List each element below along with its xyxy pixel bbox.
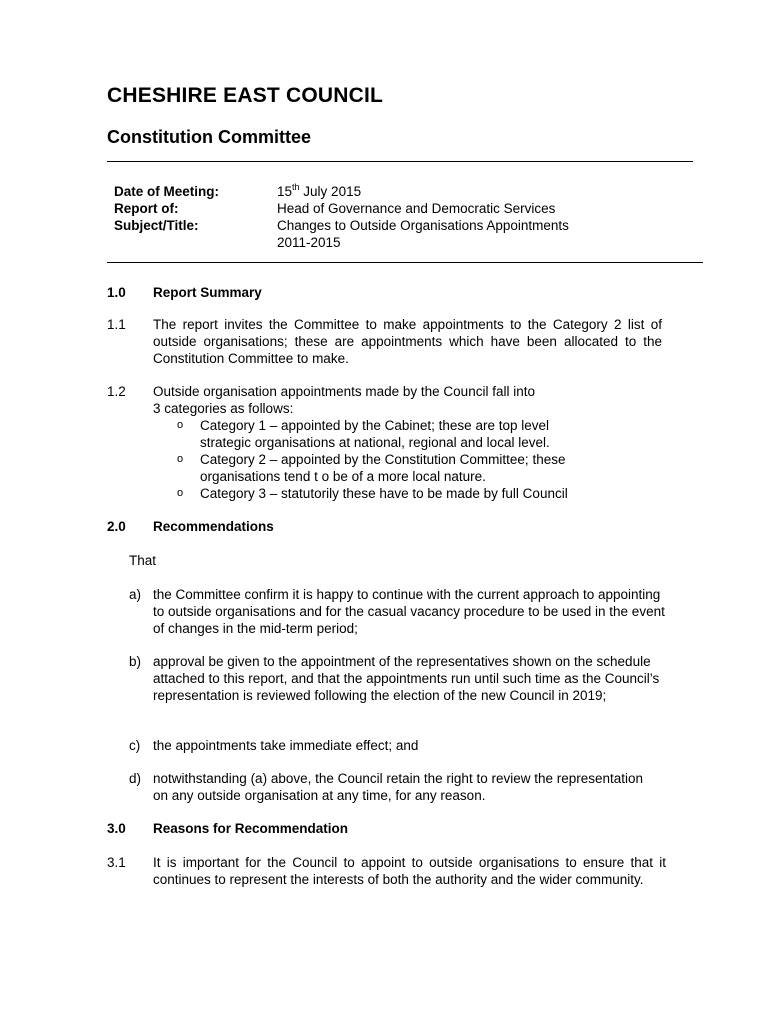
section-3-number: 3.0 bbox=[107, 821, 126, 836]
section-1-number: 1.0 bbox=[107, 285, 126, 300]
section-2-number: 2.0 bbox=[107, 519, 126, 534]
rec-c-text: the appointments take immediate effect; and bbox=[153, 738, 419, 753]
section-1-heading: Report Summary bbox=[153, 285, 262, 300]
para-1-2-number: 1.2 bbox=[107, 384, 126, 399]
report-value: Head of Governance and Democratic Services bbox=[277, 201, 556, 216]
category-1-line-2: strategic organisations at national, regional and local level. bbox=[200, 435, 550, 450]
rec-d-label: d) bbox=[129, 771, 142, 786]
bullet-marker: o bbox=[177, 487, 184, 499]
rec-b-text: approval be given to the appointment of the representatives shown on the schedule attached to this report, and that the appointments run until such time as the Council’s representation is reviewed following the election of the new Council in 2019; bbox=[153, 654, 660, 703]
category-2-line-1: Category 2 – appointed by the Constitution Committee; these bbox=[200, 452, 566, 467]
rec-c-label: c) bbox=[129, 738, 141, 753]
rec-d-text: notwithstanding (a) above, the Council retain the right to review the representation on any outside organisation at any time, for any reason. bbox=[153, 771, 644, 803]
date-label: Date of Meeting: bbox=[114, 184, 220, 199]
rec-a-label: a) bbox=[129, 587, 142, 602]
category-3-line-1: Category 3 – statutorily these have to be made by full Council bbox=[200, 486, 568, 501]
committee-title: Constitution Committee bbox=[107, 127, 311, 147]
date-value: 15th July 2015 bbox=[277, 182, 362, 199]
subject-value-line1: Changes to Outside Organisations Appointments bbox=[277, 218, 569, 233]
section-3-heading: Reasons for Recommendation bbox=[153, 821, 349, 836]
rec-a-text: the Committee confirm it is happy to continue with the current approach to appointing to outside organisations and for the casual vacancy procedure to be used in the event of changes in the mid-term period; bbox=[153, 587, 665, 636]
meta-rule bbox=[107, 262, 703, 263]
category-3-bullet bbox=[177, 485, 637, 502]
category-2-line-2: organisations tend t o be of a more local nature. bbox=[200, 469, 486, 484]
section-2-heading: Recommendations bbox=[153, 519, 274, 534]
para-1-2-line-1: Outside organisation appointments made by the Council fall into bbox=[153, 384, 535, 399]
bullet-marker: o bbox=[177, 419, 184, 431]
para-1-1-text: The report invites the Committee to make appointments to the Category 2 list of outside organisations; these are appointments which have been allocated to the Constitution Committee to make. bbox=[153, 317, 662, 366]
category-1-line-1: Category 1 – appointed by the Cabinet; these are top level bbox=[200, 418, 549, 433]
bullet-marker: o bbox=[177, 453, 184, 465]
category-1-bullet bbox=[177, 417, 637, 451]
para-1-2-line-2: 3 categories as follows: bbox=[153, 401, 294, 416]
para-1-1-number: 1.1 bbox=[107, 317, 126, 332]
recommendations-intro: That bbox=[129, 553, 157, 568]
report-label: Report of: bbox=[114, 201, 179, 216]
header-rule bbox=[107, 161, 693, 162]
subject-value-line2: 2011-2015 bbox=[277, 235, 341, 250]
subject-label: Subject/Title: bbox=[114, 218, 199, 233]
category-2-bullet bbox=[177, 451, 637, 485]
rec-b-label: b) bbox=[129, 654, 142, 669]
para-3-1-number: 3.1 bbox=[107, 855, 126, 870]
meta-block bbox=[114, 183, 674, 253]
council-title: CHESHIRE EAST COUNCIL bbox=[107, 84, 384, 107]
para-3-1-text: It is important for the Council to appoint to outside organisations to ensure that it continues to represent the interests of both the authority and the wider community. bbox=[153, 855, 666, 887]
